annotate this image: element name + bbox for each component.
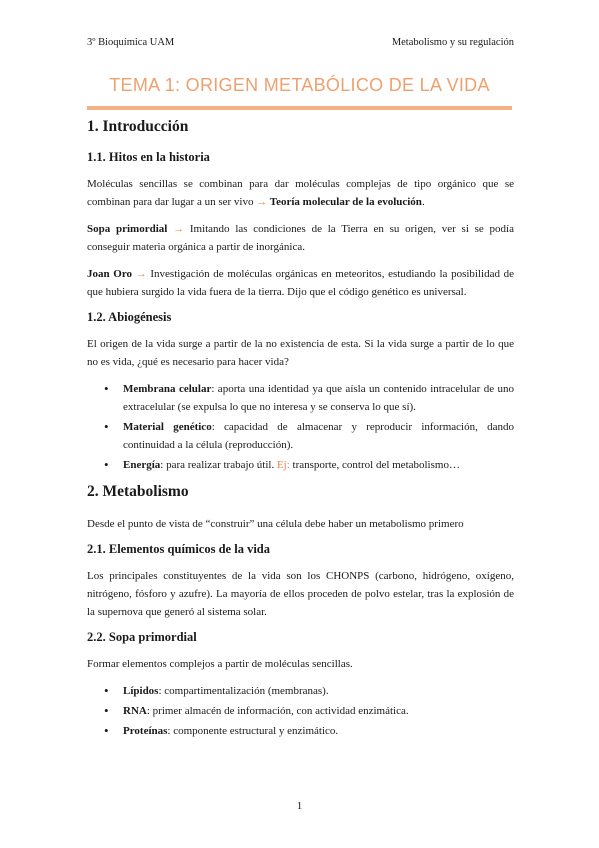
list-item	[87, 380, 514, 416]
paragraph-metabolismo: Desde el punto de vista de “construir” una célula debe haber un metabolismo primero	[87, 518, 464, 530]
subsection-heading-elementos: 2.1. Elementos químicos de la vida	[87, 542, 270, 556]
example-label: Ej:	[276, 459, 290, 471]
paragraph-elementos: Los principales constituyentes de la vida son los CHONPS (carbono, hidrógeno, oxígeno, nitrógeno, fósforo y azufre). La mayoría de ellos proceden de polvo estelar, tras la explosión de la supernova que generó al sistema solar.	[87, 570, 514, 618]
bold-term-teoria: Teoría molecular de la evolución	[267, 196, 422, 208]
header-right: Metabolismo y su regulación	[391, 37, 514, 48]
list-item	[87, 722, 514, 740]
paragraph-joan-oro	[87, 265, 514, 301]
list-item-text: : para realizar trabajo útil.	[160, 459, 277, 471]
list-item-text: : aporta una identidad ya que aísla un contenido intracelular de uno extracelular (se expulsa lo que no interesa y se conserva lo que sí).	[123, 383, 514, 413]
paragraph-text: Moléculas sencillas se combinan para dar moléculas complejas de tipo orgánico que se combinan para dar lugar a un ser vivo	[87, 178, 514, 208]
paragraph-sopa	[87, 220, 514, 256]
list-item-term: Membrana celular	[123, 383, 212, 395]
list-item-text: transporte, control del metabolismo…	[289, 459, 460, 471]
section-heading-introduccion: 1. Introducción	[87, 118, 189, 135]
paragraph-abiogenesis: El origen de la vida surge a partir de la no existencia de esta. Si la vida surge a partir de lo que no es vida, ¿qué es necesario para hacer vida?	[87, 338, 514, 368]
paragraph-end: .	[421, 196, 425, 208]
list-item-text: : capacidad de almacenar y reproducir información, dando continuidad a la célula (reproducción).	[123, 421, 515, 451]
list-item-term: Energía	[123, 459, 161, 471]
list-item-text: : primer almacén de información, con actividad enzimática.	[146, 705, 409, 717]
section-heading-metabolismo: 2. Metabolismo	[87, 483, 189, 500]
subsection-heading-abiogenesis: 1.2. Abiogénesis	[87, 310, 172, 324]
arrow-icon: →	[167, 223, 190, 235]
list-item	[87, 418, 514, 454]
list-item-term: Proteínas	[123, 725, 168, 737]
list-item	[87, 456, 514, 474]
page-number: 1	[296, 800, 303, 812]
document-title: TEMA 1: ORIGEN METABÓLICO DE LA VIDA	[109, 75, 490, 95]
paragraph-text: Investigación de moléculas orgánicas en meteoritos, estudiando la posibilidad de que hubiera surgido la vida fuera de la tierra. Dijo que el código genético es universal.	[87, 268, 515, 298]
list-item	[87, 682, 514, 700]
paragraph-sopa-primordial: Formar elementos complejos a partir de moléculas sencillas.	[87, 658, 353, 670]
arrow-icon: →	[132, 268, 151, 280]
bold-term-sopa: Sopa primordial	[87, 223, 168, 235]
list-item-text: : componente estructural y enzimático.	[167, 725, 339, 737]
bullet-list-sopa	[87, 682, 514, 740]
list-item	[87, 702, 514, 720]
header-left: 3º Bioquímica UAM	[87, 37, 175, 48]
subsection-heading-hitos: 1.1. Hitos en la historia	[87, 150, 210, 164]
list-item-term: RNA	[123, 705, 147, 717]
bold-term-joan-oro: Joan Oro	[87, 268, 133, 280]
paragraph-text: Imitando las condiciones de la Tierra en su origen, ver si se podía conseguir materia orgánica a partir de inorgánica.	[87, 223, 514, 253]
subsection-heading-sopa: 2.2. Sopa primordial	[87, 630, 197, 644]
document-body	[87, 118, 514, 749]
arrow-icon: →	[256, 196, 268, 208]
list-item-term: Material genético	[123, 421, 212, 433]
list-item-term: Lípidos	[123, 685, 159, 697]
list-item-text: : compartimentalización (membranas).	[158, 685, 329, 697]
paragraph-hitos	[87, 175, 514, 211]
bullet-list-abiogenesis	[87, 380, 514, 474]
title-rule	[87, 106, 512, 110]
